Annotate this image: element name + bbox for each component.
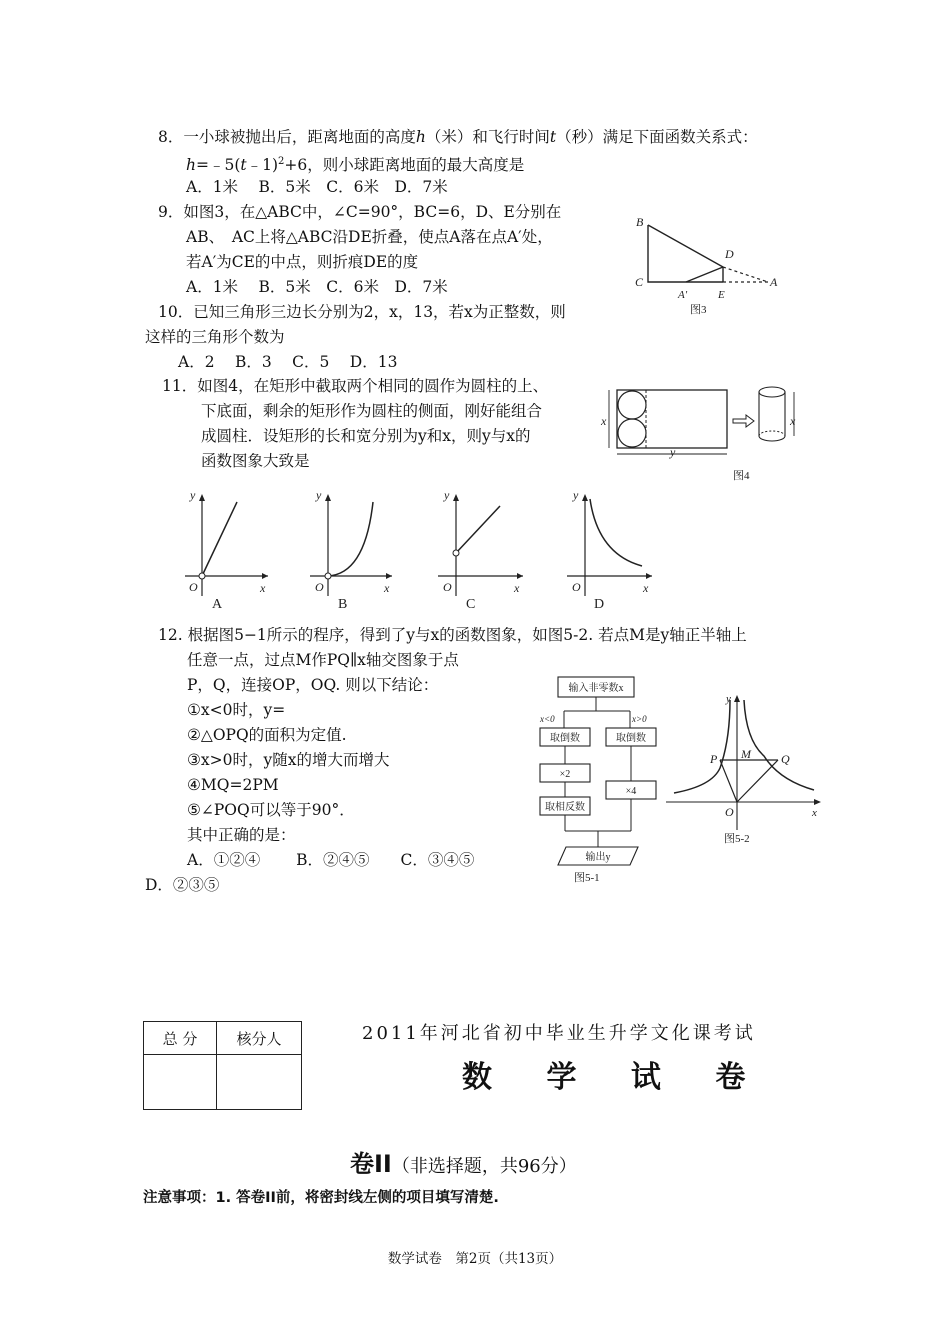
q11-line1: 11．如图4，在矩形中截取两个相同的圆作为圆柱的上、: [162, 377, 549, 395]
paper-title: 数 学 试 卷: [462, 1060, 768, 1095]
figure-5-2: [664, 690, 829, 850]
q12-line3: P，Q，连接OP，OQ. 则以下结论：: [187, 676, 439, 694]
q11-line3: 成圆柱．设矩形的长和宽分别为y和x，则y与x的: [201, 427, 531, 445]
section-title: [350, 1144, 577, 1179]
fig3-label-a-prime: A′: [678, 289, 688, 301]
q12-option-d: D．②③⑤: [145, 876, 220, 894]
svg-text:y: y: [316, 488, 322, 502]
svg-text:M: M: [741, 747, 751, 761]
q12-line2: 任意一点，过点M作PQ∥x轴交图象于点: [187, 651, 459, 669]
fig3-label-c: C: [635, 275, 644, 289]
fig3-label-e: E: [718, 289, 725, 301]
score-total-header: 总 分: [144, 1022, 217, 1055]
figure-3: [628, 210, 788, 320]
svg-text:x>0: x>0: [632, 714, 647, 724]
svg-text:y: y: [444, 488, 450, 502]
fig4-label-y: y: [670, 445, 676, 459]
fig3-label-d: D: [725, 247, 734, 261]
svg-text:x: x: [812, 807, 817, 819]
svg-text:x<0: x<0: [540, 714, 555, 724]
fig4-label-x-left: x: [601, 414, 607, 428]
section-title-rest: （非选择题，共96分）: [391, 1156, 577, 1177]
figure-5-1: [532, 670, 657, 888]
score-table: [143, 1021, 302, 1110]
fig3-label-b: B: [636, 215, 644, 229]
page-footer: 数学试卷 第2页（共13页）: [387, 1251, 563, 1267]
svg-text:y: y: [573, 488, 579, 502]
q10-line2: 这样的三角形个数为: [145, 328, 285, 346]
q12-conclusion-2: ②△OPQ的面积为定值.: [187, 726, 347, 744]
svg-text:x: x: [260, 581, 266, 595]
q12-conclusion-4: ④MQ=2PM: [187, 776, 279, 794]
svg-text:取倒数: 取倒数: [550, 733, 580, 744]
score-checker-header: 核分人: [217, 1022, 302, 1055]
fig4-label-x-right: x: [790, 414, 796, 428]
graph-b: [310, 488, 392, 612]
figure-4: [600, 378, 810, 488]
q10-line1: 10．已知三角形三边长分别为2，x，13，若x为正整数，则: [158, 303, 566, 321]
q8-formula: h=﹣5(t﹣1)$^2$+6，则小球距离地面的最大高度是: [186, 156, 525, 175]
q10-options: A．2 B．3 C．5 D．13: [178, 353, 398, 371]
svg-text:O: O: [443, 580, 452, 594]
q8-stem: 8．一小球被抛出后，距离地面的高度h（米）和飞行时间t（秒）满足下面函数关系式：: [158, 128, 758, 146]
q12-ask: 其中正确的是：: [187, 826, 296, 844]
graph-label-a: A: [212, 597, 223, 612]
svg-text:取倒数: 取倒数: [616, 733, 646, 744]
fig3-label-a: A: [770, 275, 778, 289]
q8-options: A．1米 B．5米 C．6米 D．7米: [186, 178, 448, 196]
svg-text:取相反数: 取相反数: [545, 802, 585, 813]
q9-options: A．1米 B．5米 C．6米 D．7米: [186, 278, 448, 296]
score-checker-cell[interactable]: [217, 1055, 302, 1110]
q12-line1: 12. 根据图5−1所示的程序，得到了y与x的函数图象，如图5-2. 若点M是y轴正半轴上: [158, 626, 747, 644]
q9-line2: AB、 AC上将△ABC沿DE折叠，使点A落在点A′处，: [186, 228, 553, 246]
fig51-caption: 图5-1: [574, 872, 600, 884]
svg-text:x: x: [384, 581, 390, 595]
graph-a: [185, 488, 268, 612]
svg-text:O: O: [189, 580, 198, 594]
graph-c: [438, 488, 523, 612]
fig4-caption: 图4: [733, 470, 750, 482]
svg-text:×4: ×4: [625, 786, 637, 797]
q12-options: A．①②④ B．②④⑤ C．③④⑤: [187, 851, 475, 869]
svg-text:O: O: [725, 805, 734, 819]
svg-text:输出y: 输出y: [585, 852, 611, 863]
graph-label-c: C: [466, 597, 476, 612]
svg-text:Q: Q: [781, 752, 790, 766]
graph-label-b: B: [338, 597, 348, 612]
q12-conclusion-5: ⑤∠POQ可以等于90°．: [187, 801, 355, 819]
graph-label-d: D: [594, 597, 605, 612]
notice: 注意事项：1. 答卷II前，将密封线左侧的项目填写清楚.: [143, 1190, 499, 1206]
fig3-caption: 图3: [690, 304, 707, 316]
fig52-caption: 图5-2: [724, 833, 750, 845]
svg-text:y: y: [190, 488, 196, 502]
q11-line2: 下底面，剩余的矩形作为圆柱的侧面，刚好能组合: [201, 402, 543, 420]
q12-conclusion-3: ③x>0时，y随x的增大而增大: [187, 751, 390, 769]
svg-text:x: x: [643, 581, 649, 595]
graph-options: [180, 484, 680, 614]
svg-text:y: y: [726, 693, 731, 705]
svg-text:P: P: [710, 752, 718, 766]
q11-line4: 函数图象大致是: [201, 452, 310, 470]
svg-text:O: O: [315, 580, 324, 594]
q9-line3: 若A′为CE的中点，则折痕DE的度: [186, 253, 419, 271]
svg-text:O: O: [572, 580, 581, 594]
svg-text:x: x: [514, 581, 520, 595]
svg-text:×2: ×2: [559, 769, 571, 780]
flow-input: 输入非零数x: [568, 683, 624, 694]
graph-d: [567, 488, 652, 612]
q12-conclusion-1: ①x<0时，y=: [187, 701, 286, 719]
score-total-cell[interactable]: [144, 1055, 217, 1110]
exam-title: 2011年河北省初中毕业生升学文化课考试: [362, 1023, 756, 1044]
q9-line1: 9．如图3，在△ABC中，∠C=90°，BC=6，D、E分别在: [158, 203, 562, 221]
section-title-main: 卷II: [350, 1150, 392, 1178]
